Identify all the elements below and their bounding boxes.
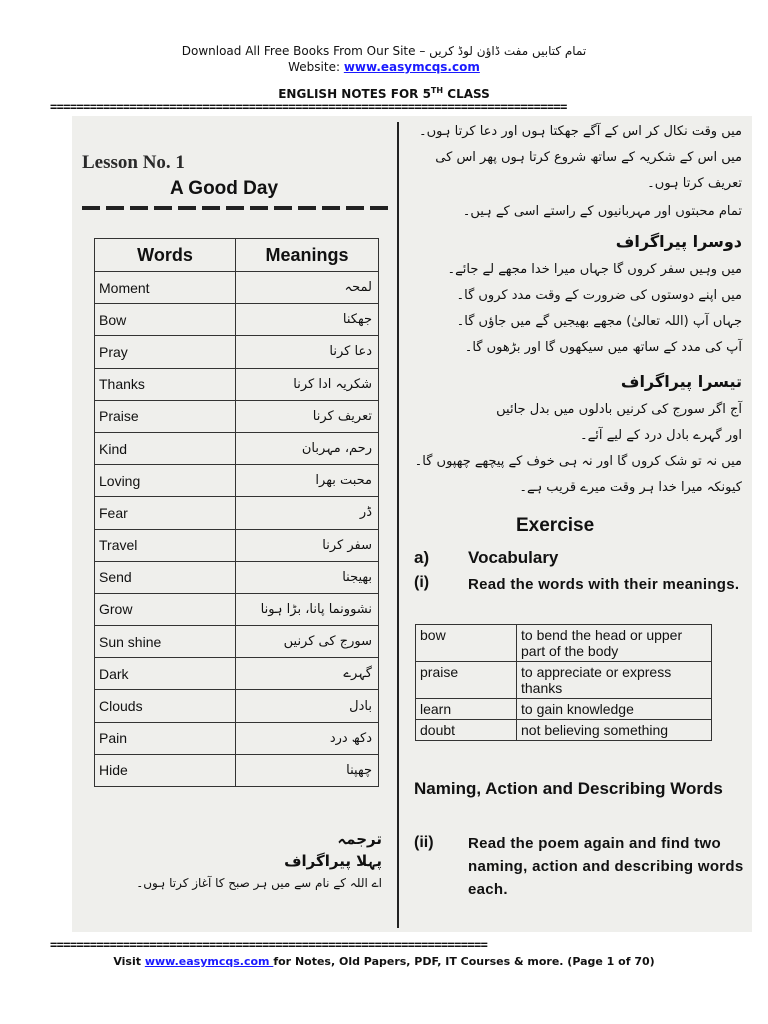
meaning-cell: بادل [236, 690, 379, 722]
footer-suffix: for Notes, Old Papers, PDF, IT Courses & more. (Page 1 of 70) [273, 955, 655, 968]
urdu-line: اور گہرے بادل درد کے لیے آئے۔ [580, 428, 742, 443]
word-cell: Send [95, 561, 236, 593]
urdu-line: میں نہ تو شک کروں گا اور نہ ہی خوف کے پیچھے چھپوں گا۔ [414, 454, 742, 469]
vocab-word-cell: bow [416, 625, 517, 662]
word-cell: Clouds [95, 690, 236, 722]
title-underline [82, 206, 390, 210]
meaning-cell: سفر کرنا [236, 529, 379, 561]
vocab-definition-cell: to gain knowledge [517, 699, 712, 720]
vocab-word-cell: doubt [416, 720, 517, 741]
meaning-cell: بھیجنا [236, 561, 379, 593]
column-divider [397, 122, 399, 928]
word-cell: Hide [95, 754, 236, 786]
meanings-header: Meanings [236, 239, 379, 272]
question-ii-text: Read the poem again and find two naming, action and describing words each. [468, 835, 744, 898]
meaning-cell: گہرے [236, 658, 379, 690]
words-meanings-table [94, 238, 379, 787]
word-cell: Thanks [95, 368, 236, 400]
urdu-line: کیونکہ میرا خدا ہر وقت میرے قریب ہے۔ [519, 480, 742, 495]
meaning-cell: چھپنا [236, 754, 379, 786]
table-row [95, 432, 379, 464]
footer [0, 955, 768, 968]
title-text: ENGLISH NOTES FOR 5 [278, 87, 431, 101]
word-cell: Loving [95, 465, 236, 497]
word-cell: Travel [95, 529, 236, 561]
table-row [95, 529, 379, 561]
vocab-word-cell: praise [416, 662, 517, 699]
word-cell: Grow [95, 593, 236, 625]
vocab-definition-cell: to bend the head or upper part of the body [517, 625, 712, 662]
table-row [416, 625, 712, 662]
table-row [95, 272, 379, 304]
word-cell: Moment [95, 272, 236, 304]
top-divider-rule: ============================================================================== [50, 100, 567, 114]
vocab-word-cell: learn [416, 699, 517, 720]
table-row [95, 368, 379, 400]
table-row [416, 662, 712, 699]
lesson-title: A Good Day [170, 178, 279, 199]
urdu-line: آج اگر سورج کی کرنیں بادلوں میں بدل جائیں [496, 402, 742, 417]
urdu-line: میں وقت نکال کر اس کے آگے جھکتا ہوں اور دعا کرتا ہوں۔ [419, 124, 742, 139]
table-row [95, 304, 379, 336]
title-end: CLASS [443, 87, 490, 101]
paragraph-2-heading: دوسرا پیراگراف [615, 232, 742, 251]
word-cell: Praise [95, 400, 236, 432]
meaning-cell: تعریف کرنا [236, 400, 379, 432]
urdu-line: تعریف کرتا ہوں۔ [647, 176, 742, 191]
table-row [95, 754, 379, 786]
meaning-cell: محبت بھرا [236, 465, 379, 497]
section-a-marker: a) [414, 548, 430, 567]
word-cell: Pain [95, 722, 236, 754]
word-cell: Bow [95, 304, 236, 336]
meaning-cell: دعا کرنا [236, 336, 379, 368]
table-row [95, 400, 379, 432]
question-ii-marker: (ii) [414, 834, 434, 851]
title-sup: TH [430, 86, 444, 95]
table-row [95, 593, 379, 625]
page-title [0, 86, 768, 101]
urdu-line: آپ کی مدد کے ساتھ میں سیکھوں گا اور بڑھوں گا۔ [464, 340, 742, 355]
words-header: Words [95, 239, 236, 272]
header-website-line [0, 60, 768, 74]
table-row [416, 720, 712, 741]
meaning-cell: سورج کی کرنیں [236, 626, 379, 658]
table-row [95, 658, 379, 690]
scanned-page [72, 116, 752, 932]
vocabulary-heading: Vocabulary [468, 548, 559, 567]
paragraph-1-heading: پہلا پیراگراف [284, 852, 382, 870]
urdu-line: تمام محبتوں اور مہربانیوں کے راستے اسی کے ہیں۔ [462, 204, 742, 219]
paragraph-1-text: اے اللہ کے نام سے میں ہر صبح کا آغاز کرتا ہوں۔ [136, 876, 382, 890]
meaning-cell: لمحہ [236, 272, 379, 304]
lesson-number: Lesson No. 1 [82, 152, 185, 173]
meaning-cell: دکھ درد [236, 722, 379, 754]
vocab-definition-cell: not believing something [517, 720, 712, 741]
footer-link[interactable]: www.easymcqs.com [144, 955, 274, 968]
meaning-cell: جھکنا [236, 304, 379, 336]
question-i-text: Read the words with their meanings. [468, 576, 740, 593]
table-row [95, 465, 379, 497]
table-row [95, 561, 379, 593]
table-row [95, 690, 379, 722]
bottom-divider-rule: ================================================================== [50, 938, 488, 952]
word-cell: Kind [95, 432, 236, 464]
website-label: Website: [288, 60, 344, 74]
meaning-cell: رحم، مہربان [236, 432, 379, 464]
translation-heading: ترجمہ [337, 830, 382, 848]
website-link[interactable]: www.easymcqs.com [343, 60, 480, 74]
word-cell: Pray [95, 336, 236, 368]
exercise-heading: Exercise [516, 515, 595, 536]
vocab-definition-cell: to appreciate or express thanks [517, 662, 712, 699]
urdu-line: میں اپنے دوستوں کی ضرورت کے وقت مدد کروں گا۔ [456, 288, 742, 303]
table-row [95, 722, 379, 754]
meaning-cell: شکریہ ادا کرنا [236, 368, 379, 400]
meaning-cell: نشوونما پانا، بڑا ہونا [236, 593, 379, 625]
urdu-line: میں اس کے شکریہ کے ساتھ شروع کرتا ہوں پھر اس کی [435, 150, 742, 165]
vocabulary-table [415, 624, 712, 741]
urdu-line: میں وہیں سفر کروں گا جہاں میرا خدا مجھے لے جائے۔ [447, 262, 742, 277]
table-row [95, 497, 379, 529]
urdu-line: جہاں آپ (اللہ تعالیٰ) مجھے بھیجیں گے میں جاؤں گا۔ [456, 314, 742, 329]
naming-action-heading: Naming, Action and Describing Words [414, 779, 723, 798]
table-row [95, 336, 379, 368]
word-cell: Dark [95, 658, 236, 690]
word-cell: Sun shine [95, 626, 236, 658]
question-i-marker: (i) [414, 574, 430, 591]
table-row [416, 699, 712, 720]
meaning-cell: ڈر [236, 497, 379, 529]
header-download-line: Download All Free Books From Our Site – تمام کتابیں مفت ڈاؤن لوڈ کریں [181, 44, 587, 58]
word-cell: Fear [95, 497, 236, 529]
paragraph-3-heading: تیسرا پیراگراف [620, 372, 742, 391]
footer-prefix: Visit [113, 955, 145, 968]
table-row [95, 626, 379, 658]
